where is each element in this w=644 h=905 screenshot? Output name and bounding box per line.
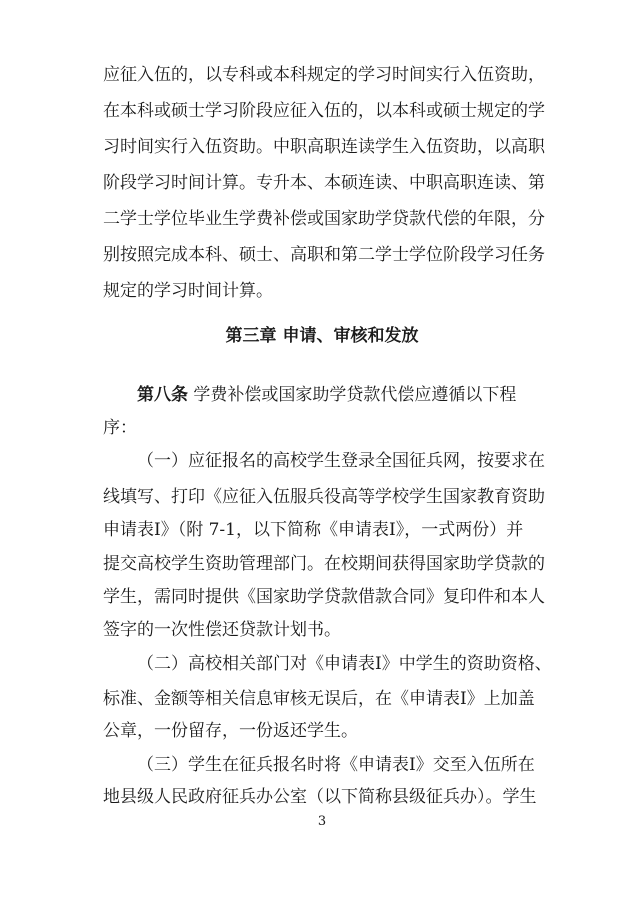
article-8-text: 学费补偿或国家助学贷款代偿应遵循以下程 (193, 385, 517, 405)
text-line: 在本科或硕士学习阶段应征入伍的，以本科或硕士规定的学 (103, 101, 545, 121)
text-line: （一）应征报名的高校学生登录全国征兵网，按要求在 (137, 451, 545, 471)
text-line: 提交高校学生资助管理部门。在校期间获得国家助学贷款的 (103, 554, 545, 574)
article-8-label: 第八条 (137, 385, 188, 405)
text-line: 别按照完成本科、硕士、高职和第二学士学位阶段学习任务 (103, 245, 545, 265)
text-line: 序： (103, 418, 137, 438)
chapter-heading: 第三章 申请、审核和发放 (225, 326, 419, 346)
text-line: 签字的一次性偿还贷款计划书。 (103, 620, 341, 640)
text-line: 阶段学习时间计算。专升本、本硕连读、中职高职连读、第 (103, 173, 545, 193)
text-line: 公章，一份留存，一份返还学生。 (103, 721, 358, 741)
text-line: 地县级人民政府征兵办公室（以下简称县级征兵办）。学生 (103, 787, 537, 807)
text-line: 申请表Ⅰ》（附 7-1，以下简称《申请表Ⅰ》，一式两份）并 (103, 520, 524, 540)
article-8-line (137, 384, 516, 406)
text-line: （三）学生在征兵报名时将《申请表Ⅰ》交至入伍所在 (137, 755, 535, 775)
text-line: 应征入伍的，以专科或本科规定的学习时间实行入伍资助， (103, 65, 545, 85)
text-line: 线填写、打印《应征入伍服兵役高等学校学生国家教育资助 (103, 487, 545, 507)
text-line: 规定的学习时间计算。 (103, 281, 273, 301)
text-line: 习时间实行入伍资助。中职高职连读学生入伍资助，以高职 (103, 137, 545, 157)
text-line: 标准、金额等相关信息审核无误后，在《申请表Ⅰ》上加盖 (103, 689, 535, 709)
text-line: 学生，需同时提供《国家助学贷款借款合同》复印件和本人 (103, 587, 545, 607)
page-number: 3 (317, 814, 327, 829)
text-line: 二学士学位毕业生学费补偿或国家助学贷款代偿的年限，分 (103, 209, 545, 229)
text-line: （二）高校相关部门对《申请表Ⅰ》中学生的资助资格、 (137, 654, 552, 674)
